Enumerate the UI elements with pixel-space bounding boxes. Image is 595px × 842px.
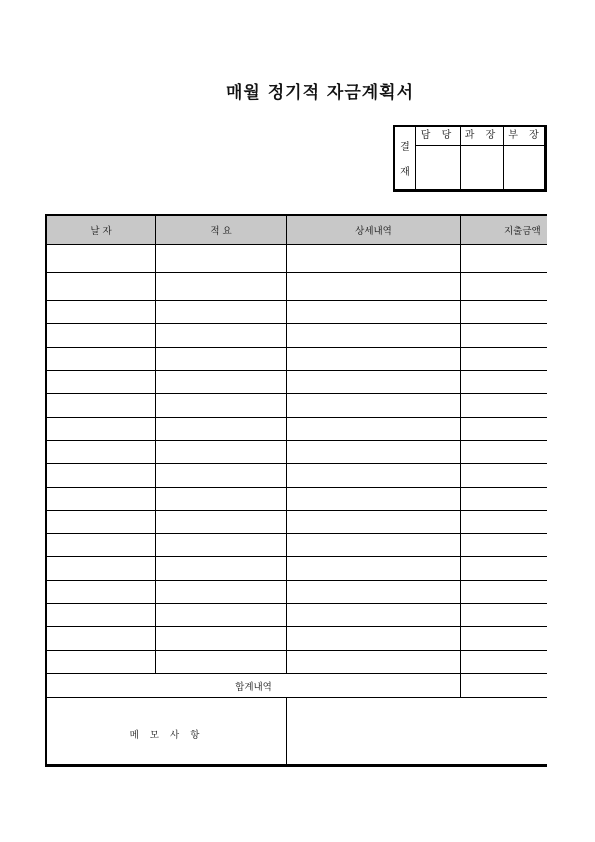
table-row bbox=[47, 581, 547, 604]
summary-cell[interactable] bbox=[156, 348, 287, 370]
table-row bbox=[47, 464, 547, 487]
table-row bbox=[47, 534, 547, 557]
table-row bbox=[47, 651, 547, 674]
table-header-row bbox=[47, 216, 547, 245]
details-cell[interactable] bbox=[287, 324, 461, 346]
details-cell[interactable] bbox=[287, 441, 461, 463]
date-cell[interactable] bbox=[47, 245, 156, 272]
date-cell[interactable] bbox=[47, 301, 156, 323]
sum-label: 합계내역 bbox=[47, 674, 461, 697]
summary-cell[interactable] bbox=[156, 301, 287, 323]
amount-cell[interactable] bbox=[461, 511, 547, 533]
details-cell[interactable] bbox=[287, 418, 461, 440]
table-row bbox=[47, 245, 547, 273]
amount-cell[interactable] bbox=[461, 604, 547, 626]
approval-col-section-chief bbox=[461, 127, 504, 189]
date-cell[interactable] bbox=[47, 511, 156, 533]
approval-header: 부 장 bbox=[504, 127, 547, 146]
approval-col-manager bbox=[416, 127, 461, 189]
date-cell[interactable] bbox=[47, 534, 156, 556]
memo-row bbox=[47, 698, 547, 767]
summary-cell[interactable] bbox=[156, 581, 287, 603]
table-row bbox=[47, 394, 547, 417]
amount-cell[interactable] bbox=[461, 627, 547, 649]
date-cell[interactable] bbox=[47, 627, 156, 649]
table-row bbox=[47, 604, 547, 627]
expense-table bbox=[45, 214, 547, 767]
details-cell[interactable] bbox=[287, 581, 461, 603]
details-cell[interactable] bbox=[287, 511, 461, 533]
summary-cell[interactable] bbox=[156, 245, 287, 272]
summary-cell[interactable] bbox=[156, 324, 287, 346]
date-cell[interactable] bbox=[47, 324, 156, 346]
table-row bbox=[47, 418, 547, 441]
date-cell[interactable] bbox=[47, 273, 156, 300]
sum-row bbox=[47, 674, 547, 698]
amount-cell[interactable] bbox=[461, 557, 547, 579]
date-cell[interactable] bbox=[47, 371, 156, 393]
amount-cell[interactable] bbox=[461, 441, 547, 463]
table-row bbox=[47, 301, 547, 324]
amount-cell[interactable] bbox=[461, 348, 547, 370]
details-cell[interactable] bbox=[287, 371, 461, 393]
table-row bbox=[47, 488, 547, 511]
summary-cell[interactable] bbox=[156, 534, 287, 556]
date-cell[interactable] bbox=[47, 488, 156, 510]
table-row bbox=[47, 557, 547, 580]
table-row bbox=[47, 324, 547, 347]
details-cell[interactable] bbox=[287, 627, 461, 649]
approval-box bbox=[393, 125, 547, 192]
approval-side-char-1: 결 bbox=[400, 142, 410, 153]
amount-cell[interactable] bbox=[461, 418, 547, 440]
details-cell[interactable] bbox=[287, 604, 461, 626]
summary-cell[interactable] bbox=[156, 371, 287, 393]
amount-cell[interactable] bbox=[461, 273, 547, 300]
signature-cell[interactable] bbox=[416, 146, 460, 190]
summary-cell[interactable] bbox=[156, 604, 287, 626]
details-cell[interactable] bbox=[287, 273, 461, 300]
memo-label: 메 모 사 항 bbox=[47, 698, 287, 767]
details-cell[interactable] bbox=[287, 488, 461, 510]
approval-side-char-2: 재 bbox=[400, 167, 410, 178]
summary-cell[interactable] bbox=[156, 511, 287, 533]
details-cell[interactable] bbox=[287, 651, 461, 673]
approval-col-director bbox=[504, 127, 547, 189]
date-cell[interactable] bbox=[47, 418, 156, 440]
table-row bbox=[47, 348, 547, 371]
date-cell[interactable] bbox=[47, 581, 156, 603]
amount-cell[interactable] bbox=[461, 581, 547, 603]
table-row bbox=[47, 441, 547, 464]
table-row bbox=[47, 371, 547, 394]
summary-cell[interactable] bbox=[156, 627, 287, 649]
date-cell[interactable] bbox=[47, 464, 156, 486]
date-cell[interactable] bbox=[47, 557, 156, 579]
summary-cell[interactable] bbox=[156, 464, 287, 486]
summary-cell[interactable] bbox=[156, 557, 287, 579]
summary-cell[interactable] bbox=[156, 394, 287, 416]
approval-side-label bbox=[395, 127, 416, 189]
table-row bbox=[47, 511, 547, 534]
header-amount: 지출금액 bbox=[504, 226, 541, 237]
header-summary: 적 요 bbox=[156, 216, 287, 244]
signature-cell[interactable] bbox=[461, 146, 503, 190]
details-cell[interactable] bbox=[287, 464, 461, 486]
details-cell[interactable] bbox=[287, 348, 461, 370]
amount-cell[interactable] bbox=[461, 464, 547, 486]
date-cell[interactable] bbox=[47, 394, 156, 416]
amount-cell[interactable] bbox=[461, 394, 547, 416]
memo-cell[interactable] bbox=[287, 698, 547, 767]
details-cell[interactable] bbox=[287, 301, 461, 323]
date-cell[interactable] bbox=[47, 651, 156, 673]
sum-amount-cell[interactable] bbox=[461, 674, 547, 697]
details-cell[interactable] bbox=[287, 534, 461, 556]
amount-cell[interactable] bbox=[461, 651, 547, 673]
amount-cell[interactable] bbox=[461, 324, 547, 346]
approval-header: 담 당 bbox=[416, 127, 460, 146]
table-row bbox=[47, 273, 547, 301]
signature-cell[interactable] bbox=[504, 146, 547, 190]
date-cell[interactable] bbox=[47, 604, 156, 626]
date-cell[interactable] bbox=[47, 441, 156, 463]
header-date: 날 자 bbox=[47, 216, 156, 244]
approval-header: 과 장 bbox=[461, 127, 503, 146]
table-row bbox=[47, 627, 547, 650]
amount-cell[interactable] bbox=[461, 245, 547, 272]
summary-cell[interactable] bbox=[156, 273, 287, 300]
amount-cell[interactable] bbox=[461, 534, 547, 556]
date-cell[interactable] bbox=[47, 348, 156, 370]
summary-cell[interactable] bbox=[156, 418, 287, 440]
amount-cell[interactable] bbox=[461, 371, 547, 393]
details-cell[interactable] bbox=[287, 557, 461, 579]
details-cell[interactable] bbox=[287, 394, 461, 416]
page-title: 매월 정기적 자금계획서 bbox=[225, 83, 415, 103]
details-cell[interactable] bbox=[287, 245, 461, 272]
summary-cell[interactable] bbox=[156, 651, 287, 673]
header-details: 상세내역 bbox=[287, 216, 461, 244]
summary-cell[interactable] bbox=[156, 488, 287, 510]
amount-cell[interactable] bbox=[461, 488, 547, 510]
amount-cell[interactable] bbox=[461, 301, 547, 323]
summary-cell[interactable] bbox=[156, 441, 287, 463]
